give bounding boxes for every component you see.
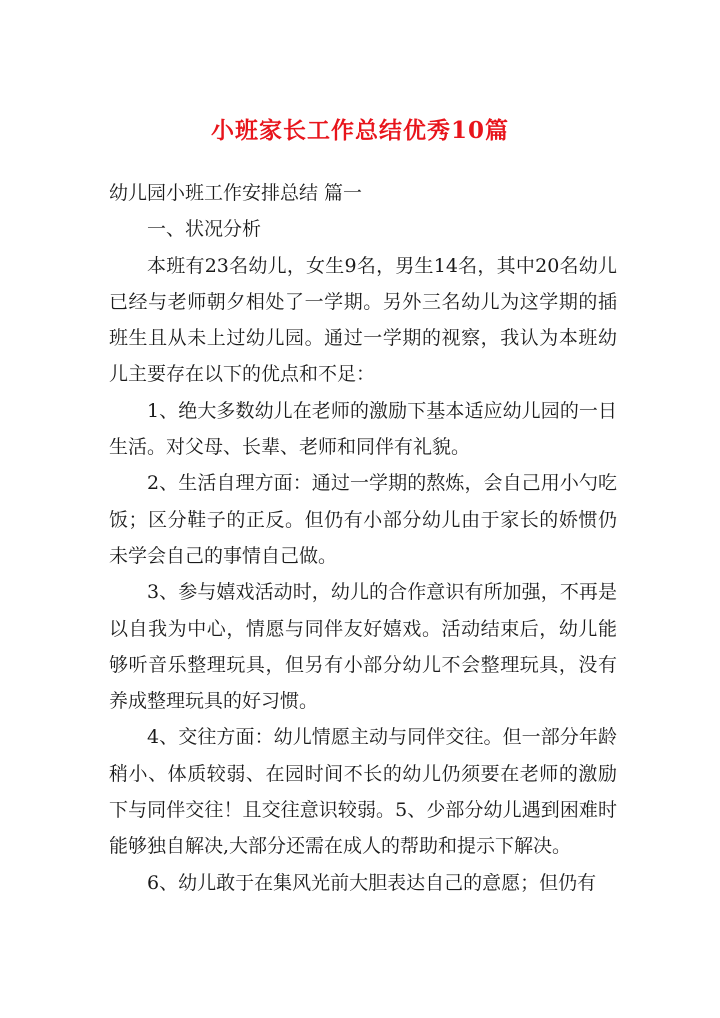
section-heading: 幼儿园小班工作安排总结 篇一 (109, 182, 363, 204)
paragraph-status-analysis: 一、状况分析 (147, 218, 262, 241)
document-title: 小班家长工作总结优秀10篇 (210, 117, 509, 144)
paragraph-item-1: 1、绝大多数幼儿在老师的激励下基本适应幼儿园的一日生活。对父母、长辈、老师和同伴有礼貌。 (109, 399, 617, 459)
paragraph-class-overview: 本班有23名幼儿，女生9名，男生14名，其中20名幼儿已经与老师朝夕相处了一学期。另外三名幼儿为这学期的插班生且从未上过幼儿园。通过一学期的视察，我认为本班幼儿主要存在以下的优点和不足： (109, 254, 617, 386)
paragraph-item-6: 6、幼儿敢于在集风光前大胆表达自己的意愿；但仍有 (147, 871, 597, 894)
document-body (109, 175, 617, 901)
paragraph-item-4-5: 4、交往方面：幼儿情愿主动与同伴交往。但一部分年龄稍小、体质较弱、在园时间不长的幼儿仍须要在老师的激励下与同伴交往！且交往意识较弱。5、少部分幼儿遇到困难时能够独自解决,大部分还需在成人的帮助和提示下解决。 (109, 726, 617, 858)
paragraph-item-3: 3、参与嬉戏活动时，幼儿的合作意识有所加强，不再是以自我为中心，情愿与同伴友好嬉戏。活动结束后，幼儿能够听音乐整理玩具，但另有小部分幼儿不会整理玩具，没有养成整理玩具的好习惯。 (109, 581, 617, 713)
paragraph-item-2: 2、生活自理方面：通过一学期的熬炼，会自己用小勺吃饭；区分鞋子的正反。但仍有小部分幼儿由于家长的娇惯仍未学会自己的事情自己做。 (109, 472, 617, 567)
